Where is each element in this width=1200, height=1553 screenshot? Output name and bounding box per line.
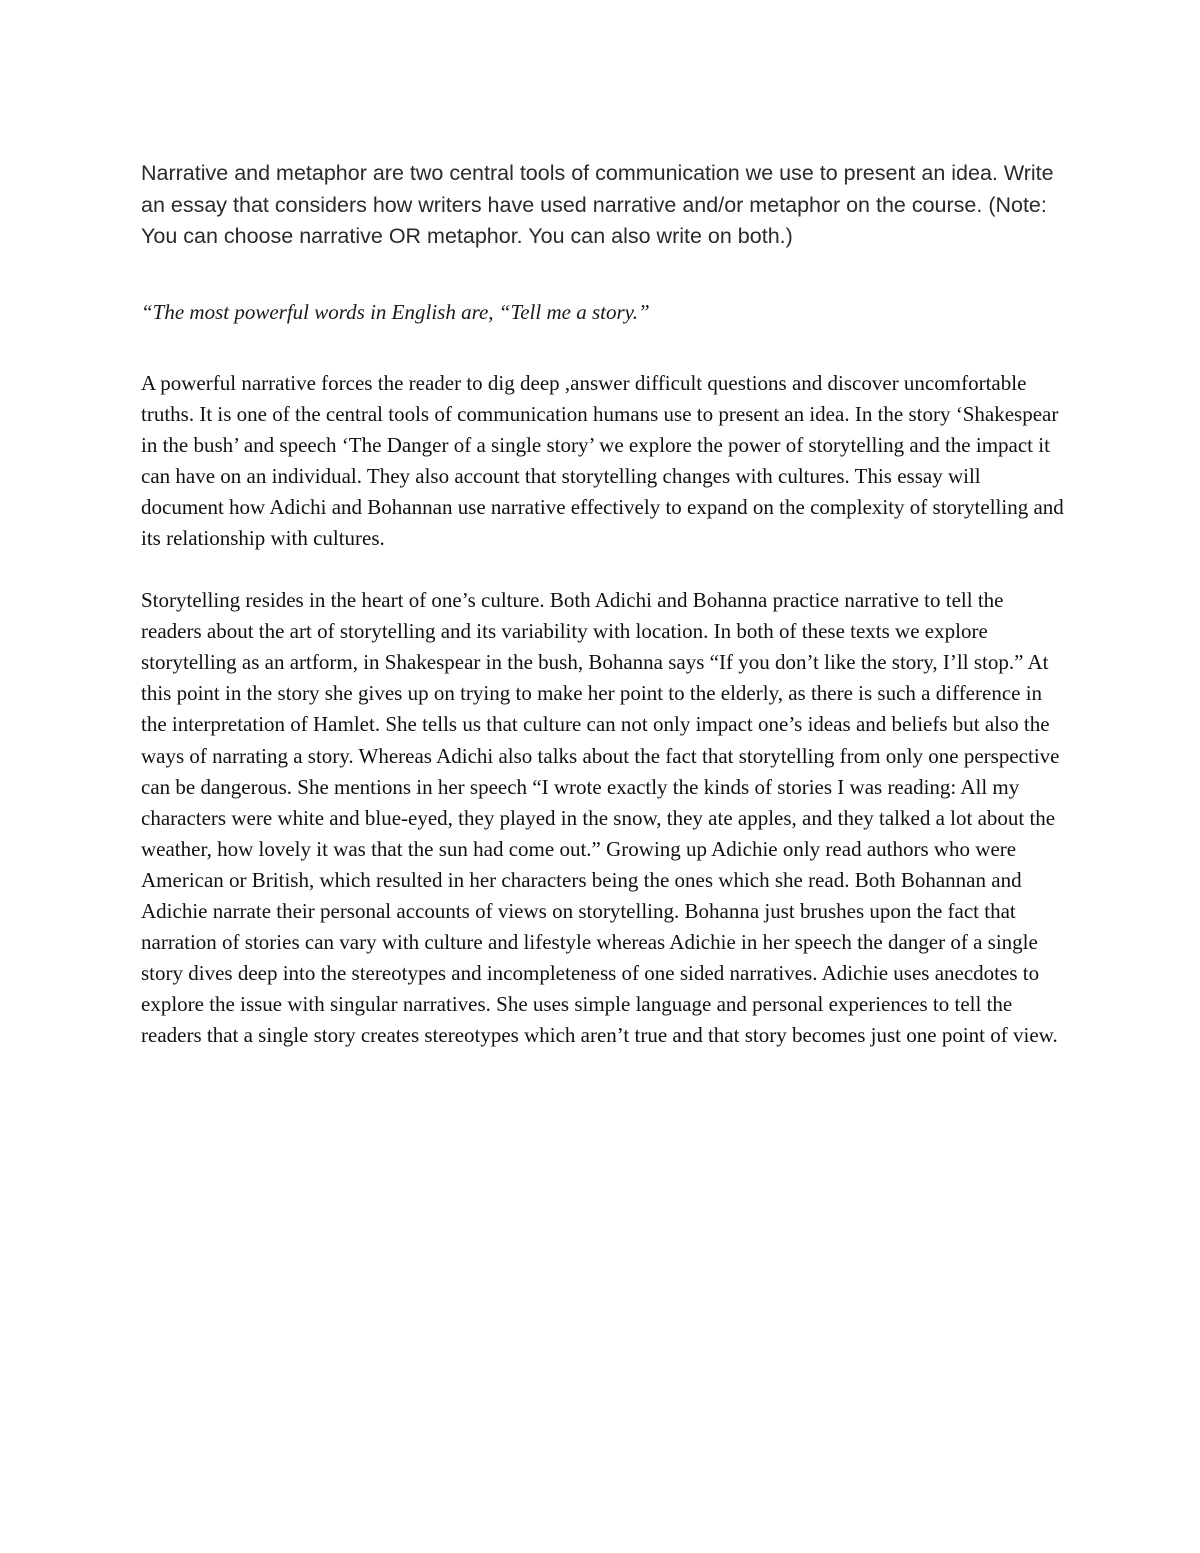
essay-paragraph-body: Storytelling resides in the heart of one’s culture. Both Adichi and Bohanna practice narrative to tell the readers about the art of storytelling and its variability with location. In both of these texts we explore storytelling as an artform, in Shakespear in the bush, Bohanna says “If you don’t like the story, I’ll stop.” At this point in the story she gives up on trying to make her point to the elderly, as there is such a difference in the interpretation of Hamlet. She tells us that culture can not only impact one’s ideas and beliefs but also the ways of narrating a story. Whereas Adichi also talks about the fact that storytelling from only one perspective can be dangerous. She mentions in her speech “I wrote exactly the kinds of stories I was reading: All my characters were white and blue-eyed, they played in the snow, they ate apples, and they talked a lot about the weather, how lovely it was that the sun had come out.” Growing up Adichie only read authors who were American or British, which resulted in her characters being the ones which she read. Both Bohannan and Adichie narrate their personal accounts of views on storytelling. Bohanna just brushes upon the fact that narration of stories can vary with culture and lifestyle whereas Adichie in her speech the danger of a single story dives deep into the stereotypes and incompleteness of one sided narratives. Adichie uses anecdotes to explore the issue with singular narratives. She uses simple language and personal experiences to tell the readers that a single story creates stereotypes which aren’t true and that story becomes just one point of view. xyxy=(141,588,1060,1048)
epigraph-quote: “The most powerful words in English are, “Tell me a story.” xyxy=(141,299,650,324)
document-body xyxy=(141,158,1066,1051)
essay-paragraph-introduction: A powerful narrative forces the reader to dig deep ,answer difficult questions and discover uncomfortable truths. It is one of the central tools of communication humans use to present an idea. In the story ‘Shakespear in the bush’ and speech ‘The Danger of a single story’ we explore the power of storytelling and the impact it can have on an individual. They also account that storytelling changes with cultures. This essay will document how Adichi and Bohannan use narrative effectively to expand on the complexity of storytelling and its relationship with cultures. xyxy=(141,370,1064,550)
essay-prompt: Narrative and metaphor are two central tools of communication we use to present an idea. Write an essay that considers how writers have used narrative and/or metaphor on the course. (Note: You can choose narrative OR metaphor. You can also write on both.) xyxy=(141,161,1054,248)
